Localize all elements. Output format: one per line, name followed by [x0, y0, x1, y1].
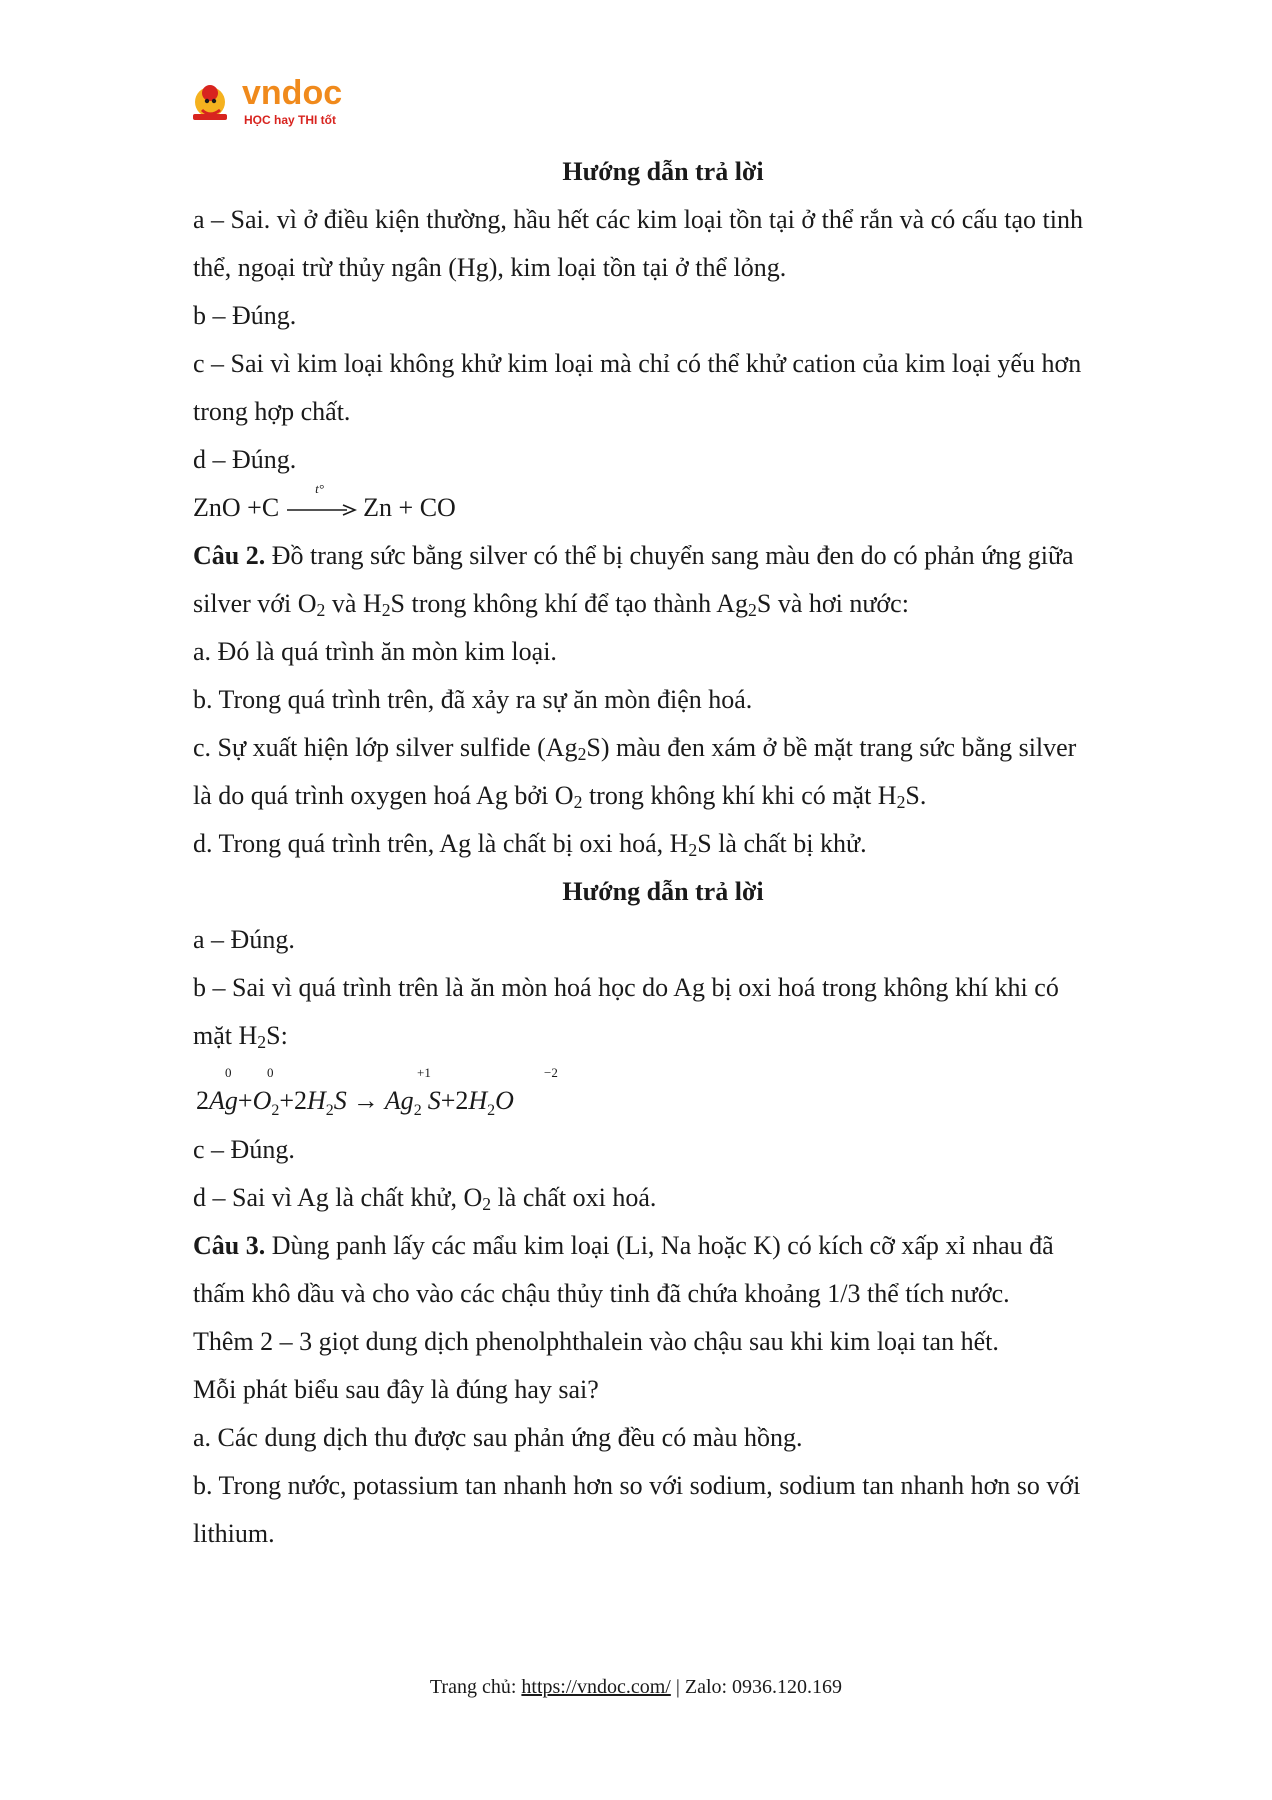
plus: +: [440, 1086, 456, 1115]
question-3-stem-line4: Mỗi phát biểu sau đây là đúng hay sai?: [193, 1375, 599, 1404]
question-2-option-a: a. Đó là quá trình ăn mòn kim loại.: [193, 637, 557, 666]
coefficient: 2: [196, 1086, 209, 1115]
section1-answer-b: b – Đúng.: [193, 301, 297, 330]
symbol-h: H: [307, 1086, 326, 1115]
document-body: [193, 148, 1133, 1558]
section1-answer-a-line1: a – Sai. vì ở điều kiện thường, hầu hết các kim loại tồn tại ở thể rắn và có cấu tạo tinh: [193, 205, 1083, 234]
section2-answer-a: a – Đúng.: [193, 925, 295, 954]
subscript: 2: [257, 1031, 267, 1052]
symbol-h: H: [468, 1086, 488, 1115]
section1-answer-d: d – Đúng.: [193, 445, 297, 474]
text: silver với O: [193, 589, 317, 618]
reaction-arrow-icon: →: [352, 1086, 379, 1115]
subscript: 2: [896, 791, 906, 812]
question-3-text: Dùng panh lấy các mẩu kim loại (Li, Na hoặc K) có kích cỡ xấp xỉ nhau đã: [265, 1231, 1054, 1260]
plus: +: [237, 1086, 253, 1115]
silver-oxidation-equation: [193, 1060, 1133, 1126]
question-3-stem-line2: thấm khô dầu và cho vào các chậu thủy tinh đã chứa khoảng 1/3 thể tích nước.: [193, 1279, 1010, 1308]
question-3-stem-line1: [193, 1222, 1133, 1270]
question-3-option-a: a. Các dung dịch thu được sau phản ứng đều có màu hồng.: [193, 1423, 803, 1452]
vndoc-logo: [190, 74, 390, 134]
logo-brand: vndoc: [242, 74, 343, 112]
question-3-stem-line3: Thêm 2 – 3 giọt dung dịch phenolphthalein vào chậu sau khi kim loại tan hết.: [193, 1327, 999, 1356]
oxidation-state-ag2s: +1: [417, 1065, 431, 1080]
section2-answer-c: c – Đúng.: [193, 1135, 295, 1164]
oxidation-state-ag: 0: [225, 1065, 232, 1080]
section1-answer-a-line2: thể, ngoại trừ thủy ngân (Hg), kim loại tồn tại ở thể lỏng.: [193, 253, 787, 282]
text: trong không khí khi có mặt H: [582, 781, 897, 810]
plus: +: [279, 1086, 295, 1115]
oxidation-state-o2: 0: [267, 1065, 274, 1080]
mascot-icon: [193, 85, 227, 120]
text: mặt H: [193, 1021, 258, 1050]
text: S) màu đen xám ở bề mặt trang sức bằng silver: [586, 733, 1077, 762]
question-2-option-c-line2: [193, 772, 1133, 820]
coefficient: 2: [294, 1086, 308, 1115]
footer-contact: | Zalo: 0936.120.169: [670, 1676, 843, 1698]
equation-left: ZnO +C: [193, 493, 280, 522]
arrow-label: t°: [315, 481, 324, 497]
question-3-option-b-line1: b. Trong nước, potassium tan nhanh hơn so với sodium, sodium tan nhanh hơn so với: [193, 1471, 1081, 1500]
text: S và hơi nước:: [756, 589, 909, 618]
section1-heading: Hướng dẫn trả lời: [562, 157, 764, 186]
question-2-option-d: [193, 820, 1133, 868]
text: S là chất bị khử.: [697, 829, 867, 858]
question-2-stem-line2: [193, 580, 1133, 628]
text: S trong không khí để tạo thành Ag: [390, 589, 749, 618]
section1-answer-c-line1: c – Sai vì kim loại không khử kim loại mà chỉ có thể khử cation của kim loại yếu hơn: [193, 349, 1082, 378]
section1-answer-c-line2: trong hợp chất.: [193, 397, 351, 426]
subscript: 2: [482, 1193, 492, 1214]
reaction-arrow-icon: [285, 481, 357, 520]
footer-prefix: Trang chủ:: [429, 1676, 522, 1698]
symbol-o: O: [495, 1086, 514, 1115]
question-3-option-b-line2: lithium.: [193, 1519, 275, 1548]
subscript: 2: [577, 743, 587, 764]
subscript: 2: [271, 1102, 280, 1119]
section2-answer-b-line2: [193, 1012, 1133, 1060]
subscript: 2: [316, 599, 326, 620]
symbol-s: S: [333, 1086, 347, 1115]
text: d – Sai vì Ag là chất khử, O: [193, 1183, 483, 1212]
section2-heading: Hướng dẫn trả lời: [562, 877, 764, 906]
question-3-label: Câu 3.: [193, 1231, 266, 1260]
oxidation-state-o: −2: [544, 1065, 558, 1080]
zno-equation: [193, 481, 1133, 532]
text: c. Sự xuất hiện lớp silver sulfide (Ag: [193, 733, 578, 762]
question-2-option-b: b. Trong quá trình trên, đã xảy ra sự ăn mòn điện hoá.: [193, 685, 753, 714]
symbol-ag: Ag: [209, 1086, 238, 1115]
text: và H: [325, 589, 382, 618]
question-2-text: Đồ trang sức bằng silver có thể bị chuyển sang màu đen do có phản ứng giữa: [265, 541, 1074, 570]
subscript: 2: [573, 791, 583, 812]
section2-answer-b-line1: b – Sai vì quá trình trên là ăn mòn hoá học do Ag bị oxi hoá trong không khí khi có: [193, 973, 1059, 1002]
symbol-o: O: [252, 1086, 272, 1115]
logo-tagline: HỌC hay THI tốt: [244, 113, 336, 127]
question-2-stem-line1: [193, 532, 1133, 580]
subscript: 2: [688, 839, 698, 860]
text: S:: [266, 1021, 288, 1050]
section2-answer-d: [193, 1174, 1133, 1222]
subscript: 2: [381, 599, 391, 620]
text: d. Trong quá trình trên, Ag là chất bị oxi hoá, H: [193, 829, 689, 858]
question-2-option-c-line1: [193, 724, 1133, 772]
page-footer: [0, 1676, 1272, 1699]
question-2-label: Câu 2.: [193, 541, 266, 570]
text: S.: [905, 781, 927, 810]
subscript: 2: [325, 1102, 334, 1119]
subscript: 2: [487, 1102, 496, 1119]
text: là chất oxi hoá.: [491, 1183, 657, 1212]
subscript: 2: [748, 599, 757, 620]
equation-right: Zn + CO: [363, 493, 456, 522]
text: là do quá trình oxygen hoá Ag bởi O: [193, 781, 574, 810]
symbol-s: S: [427, 1086, 441, 1115]
subscript: 2: [413, 1102, 422, 1119]
symbol-ag: Ag: [384, 1086, 414, 1115]
homepage-link[interactable]: https://vndoc.com/: [521, 1676, 671, 1698]
coefficient: 2: [455, 1086, 469, 1115]
